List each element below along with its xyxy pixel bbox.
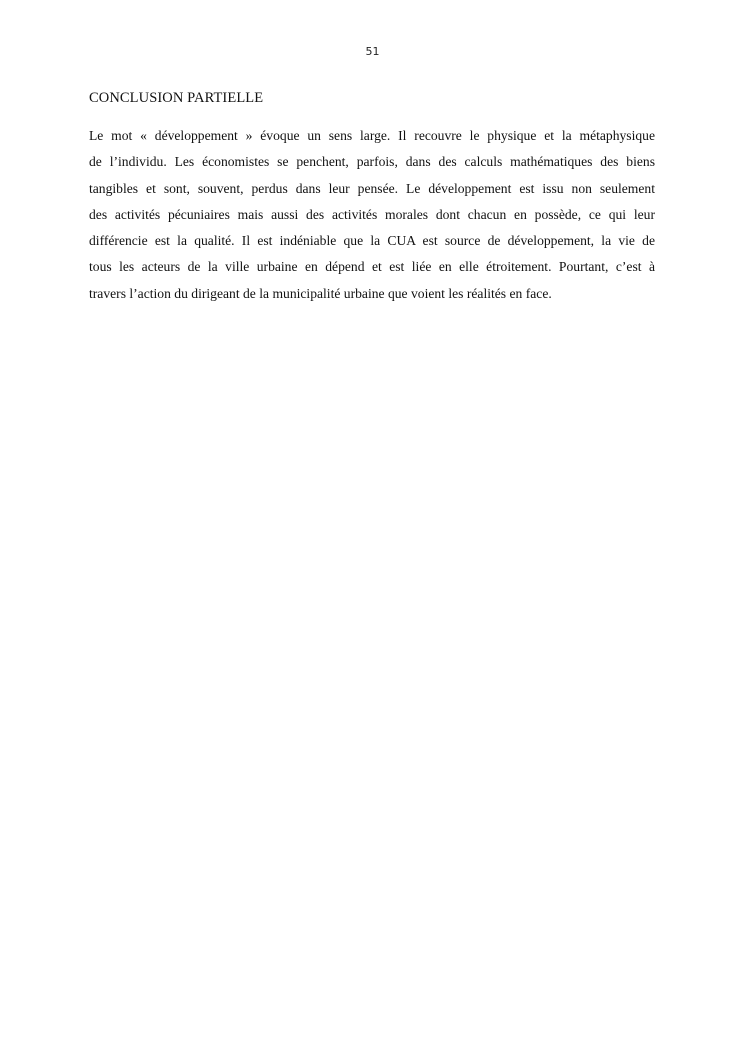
section-heading: CONCLUSION PARTIELLE: [89, 90, 264, 106]
conclusion-paragraph: [89, 123, 655, 307]
paragraph-line: des activités pécuniaires mais aussi des activités morales dont chacun en possède, ce qui leur: [89, 206, 655, 222]
paragraph-line: Le mot « développement » évoque un sens large. Il recouvre le physique et la métaphysique: [89, 128, 655, 143]
paragraph-line: de l’individu. Les économistes se penchent, parfois, dans des calculs mathématiques des biens: [89, 154, 655, 170]
paragraph-line-last: travers l’action du dirigeant de la municipalité urbaine que voient les réalités en face.: [89, 285, 552, 301]
paragraph-line: différencie est la qualité. Il est indéniable que la CUA est source de développement, la vie de: [89, 233, 655, 249]
paragraph-line: tous les acteurs de la ville urbaine en dépend et est liée en elle étroitement. Pourtant, c’est à: [89, 259, 655, 275]
paragraph-line: tangibles et sont, souvent, perdus dans leur pensée. Le développement est issu non seulement: [89, 180, 655, 196]
page-number: 51: [365, 45, 380, 58]
